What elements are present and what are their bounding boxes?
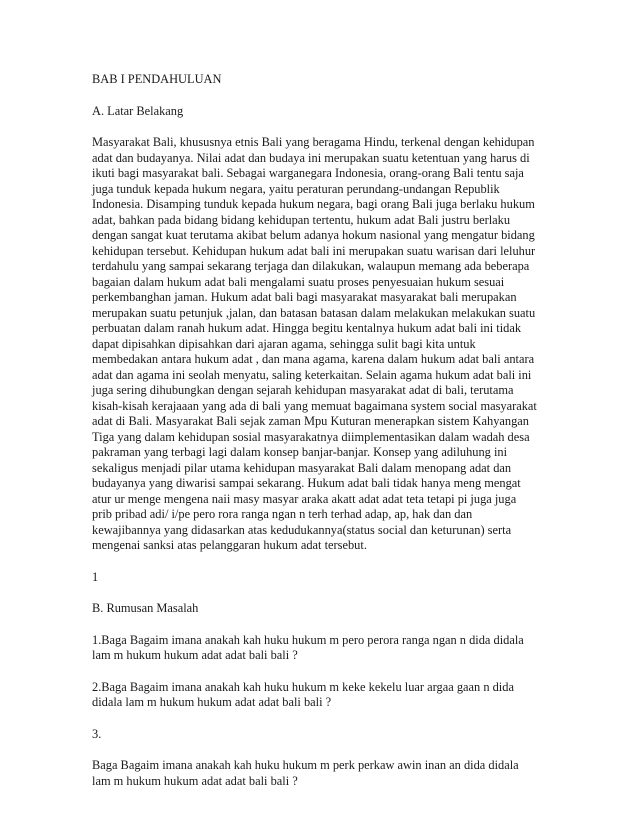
problem-line: didala lam m hukum hukum adat adat bali bali ? bbox=[92, 695, 332, 709]
body-line: membedakan antara hukum adat , dan mana agama, karena dalam hukum adat bali antara bbox=[92, 352, 535, 366]
problem-item-3 bbox=[92, 758, 562, 789]
problem-line: Baga Bagaim imana anakah kah huku hukum m perk perkaw awin inan an dida didala bbox=[92, 758, 519, 772]
body-line: pakraman yang terbagi lagi dalam konsep banjar-banjar. Konsep yang adiluhung ini bbox=[92, 445, 508, 459]
page-number: 1 bbox=[92, 569, 99, 584]
problem-item-1 bbox=[92, 633, 562, 664]
body-line: atur ur menge mengena naii masy masyar araka akatt adat adat teta tetapi pi juga juga bbox=[92, 491, 517, 506]
body-line: adat di Bali. Masyarakat Bali sejak zaman Mpu Kuturan menerapkan sistem Kahyangan bbox=[92, 414, 529, 428]
body-line: kehidupan tersebut. Kehidupan hukum adat bali ini merupakan suatu warisan dari leluhur bbox=[92, 243, 536, 258]
body-line: bagaian dalam hukum adat bali mengalami suatu proses penyesuaian hukum sesuai bbox=[92, 274, 505, 289]
body-line: dapat dipisahkan dipisahkan dari ajaran agama, sehingga sulit bagi kita untuk bbox=[92, 336, 476, 351]
body-line: budayanya yang diwarisi sampai sekarang. Hukum adat bali tidak hanya meng mengat bbox=[92, 476, 521, 490]
body-line: perkembanghan jaman. Hukum adat bali bagi masyarakat masyarakat bali merupakan bbox=[92, 290, 517, 304]
chapter-title: BAB I PENDAHULUAN bbox=[92, 72, 222, 86]
problem-line: 1.Baga Bagaim imana anakah kah huku hukum m pero perora ranga ngan n dida didala bbox=[92, 632, 524, 647]
body-line: mengenai sanksi atas pelanggaran hukum adat tersebut. bbox=[92, 538, 367, 552]
body-line: kisah-kisah kerajaaan yang ada di bali yang memuat bagaimana system social masyarakat bbox=[92, 398, 537, 413]
body-line: Tiga yang dalam kehidupan sosial masyarakatnya diimplementasikan dalam wadah desa bbox=[92, 429, 530, 444]
body-line: dengan sangat kuat terutama akibat belum adanya hokum nasional yang mengatur bidang bbox=[92, 228, 535, 242]
body-line: Indonesia. Disamping tunduk kepada hukum negara, bagi orang Bali juga berlaku hukum bbox=[92, 197, 535, 211]
section-b-title: B. Rumusan Masalah bbox=[92, 601, 199, 615]
problem-item-3-number: 3. bbox=[92, 726, 102, 741]
body-line: merupakan suatu petunjuk ,jalan, dan batasan batasan dalam melakukan melakukan suatu bbox=[92, 305, 536, 320]
body-line: adat dan budayanya. Nilai adat dan budaya ini merupakan suatu ketentuan yang harus di bbox=[92, 150, 530, 165]
body-line: terdahulu yang sampai sekarang terjaga dan dilakukan, walaupun memang ada beberapa bbox=[92, 259, 530, 273]
body-line: perbuatan dalam ranah hukum adat. Hingga begitu kentalnya hukum adat bali ini tidak bbox=[92, 321, 522, 335]
document-page bbox=[92, 72, 562, 789]
problem-item-2 bbox=[92, 680, 562, 711]
section-a-title: A. Latar Belakang bbox=[92, 103, 184, 118]
body-line: sekaligus menjadi pilar utama kehidupan masyarakat Bali dalam menopang adat dan bbox=[92, 460, 512, 475]
body-line: ikuti bagi masyarakat bali. Sebagai warganegara Indonesia, orang-orang Bali tentu saja bbox=[92, 166, 524, 180]
body-line: adat dan agama ini seolah menyatu, saling keterkaitan. Selain agama hukum adat bali ini bbox=[92, 367, 532, 382]
body-line: juga sering dihubungkan dengan sejarah kehidupan masyarakat adat di bali, terutama bbox=[92, 383, 514, 397]
body-line: juga tunduk kepada hukum negara, yaitu peraturan perundang-undangan Republik bbox=[92, 181, 500, 196]
body-paragraph bbox=[92, 135, 562, 554]
problem-line: lam m hukum hukum adat adat bali bali ? bbox=[92, 648, 298, 662]
body-line: Masyarakat Bali, khususnya etnis Bali yang beragama Hindu, terkenal dengan kehidupan bbox=[92, 135, 535, 149]
body-line: prib pribad adi/ i/pe pero rora ranga ngan n terh terhad adap, ap, hak dan dan bbox=[92, 507, 473, 521]
body-line: kewajibannya yang didasarkan atas kedudukannya(status social dan keturunan) serta bbox=[92, 522, 512, 537]
body-line: adat, bahkan pada bidang bidang kehidupan tertentu, hukum adat Bali justru berlaku bbox=[92, 212, 511, 227]
problem-line: lam m hukum hukum adat adat bali bali ? bbox=[92, 773, 298, 788]
problem-line: 2.Baga Bagaim imana anakah kah huku hukum m keke kekelu luar argaa gaan n dida bbox=[92, 679, 514, 694]
